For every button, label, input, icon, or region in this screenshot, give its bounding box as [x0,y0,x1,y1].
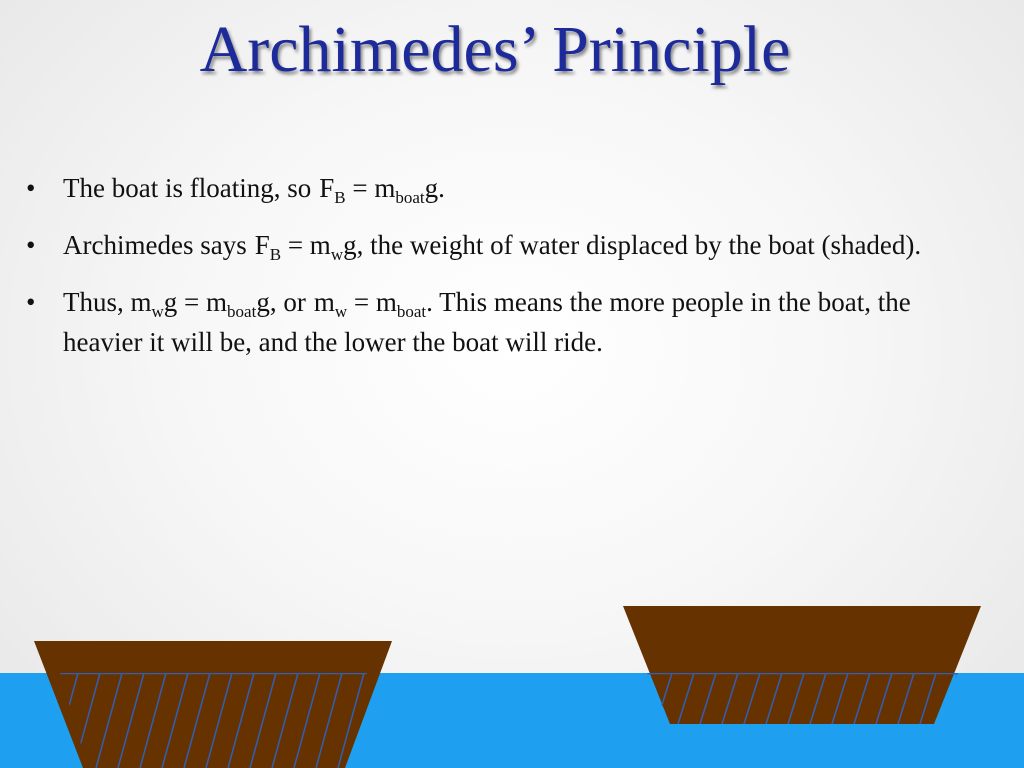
boat-subscript: boat [395,187,425,207]
left-boat [34,641,392,768]
right-boat-hull [623,606,981,724]
bullet-3-tail: . This means the more people in the boat, the heavier it will be, and the lower the boat will ride. [63,287,911,357]
equals-mass: = m [345,173,396,203]
bullet-2-text: Archimedes says [63,230,247,260]
equals-mass: g = m [163,287,228,317]
bullet-1-text: The boat is floating, so [63,173,312,203]
bullet-2-tail: g, the weight of water displaced by the boat (shaded). [343,230,922,260]
force-symbol: F [254,230,270,260]
water-subscript: w [151,301,164,321]
water-subscript: w [330,244,344,264]
slide-title: Archimedes’ Principle [199,13,791,86]
equals-mass: = m [347,287,397,317]
bullet-1-tail: g. [424,173,445,203]
buoyant-subscript: B [269,244,282,264]
bullet-3-mid: g, or [256,287,306,317]
boat-subscript: boat [396,301,427,321]
bullet-3-text: Thus, m [63,287,152,317]
mass-symbol: m [313,287,335,317]
water-subscript: w [334,301,348,321]
boat-subscript: boat [227,301,257,321]
buoyant-subscript: B [334,187,346,207]
right-boat [623,606,981,724]
equals-mass: = m [281,230,331,260]
force-symbol: F [319,173,335,203]
left-boat-hull [34,641,392,768]
